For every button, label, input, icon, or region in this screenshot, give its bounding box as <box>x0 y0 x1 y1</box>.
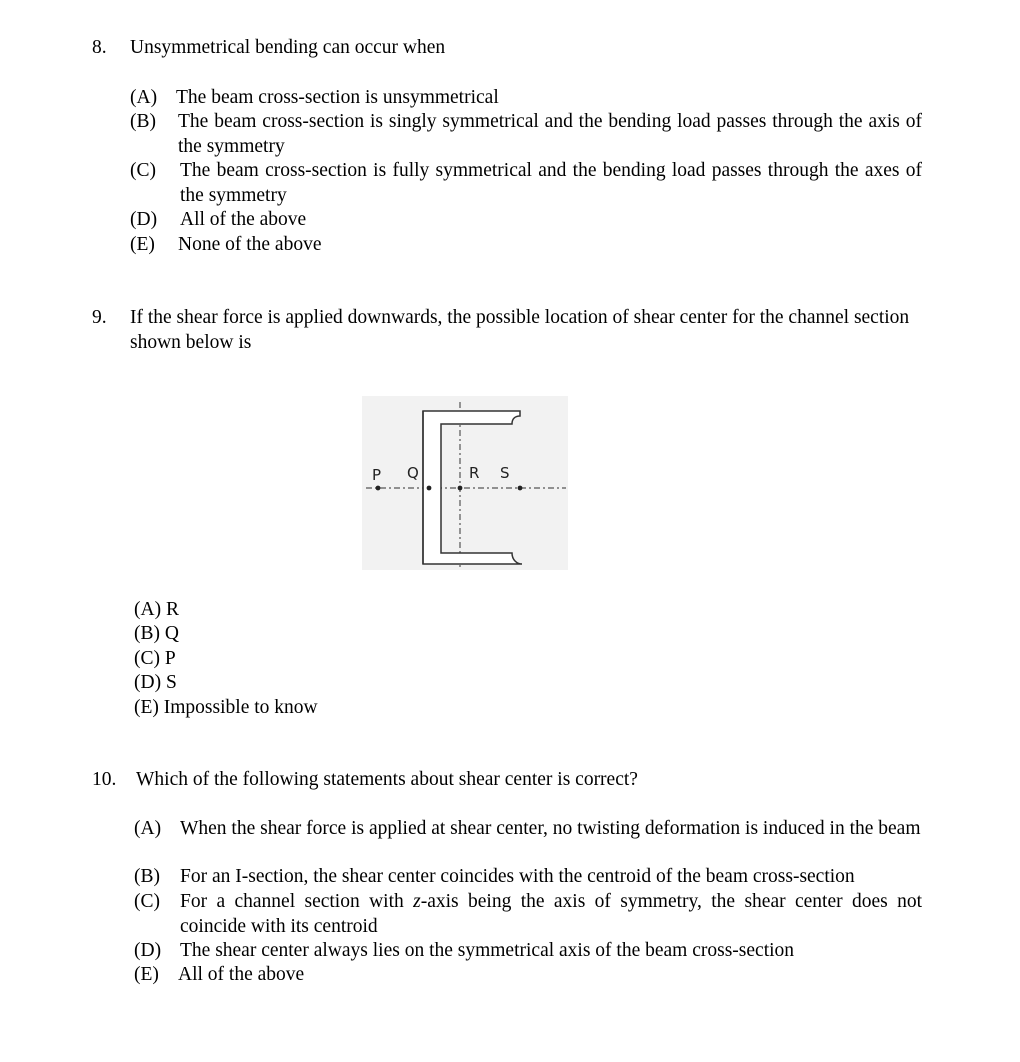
z-axis-symbol: z <box>413 891 421 912</box>
option-text-before: For a channel section with <box>180 891 414 912</box>
option-text <box>180 890 922 939</box>
option-text: When the shear force is applied at shear center, no twisting deformation is induced in the beam <box>180 818 921 839</box>
option-label: (E) <box>130 234 155 255</box>
option-label: (D) <box>134 940 162 961</box>
point-p-label: P <box>372 466 382 484</box>
option-text: For an I-section, the shear center coincides with the centroid of the beam cross-section <box>180 866 855 887</box>
option-label: (B) <box>134 866 160 887</box>
option-text: The shear center always lies on the symmetrical axis of the beam cross-section <box>180 940 795 961</box>
point-r-label: R <box>469 464 480 482</box>
point-p-marker <box>376 486 381 491</box>
option-d: (D) S <box>134 672 177 693</box>
question-number: 10. <box>92 769 117 790</box>
question-text: Which of the following statements about shear center is correct? <box>136 769 638 790</box>
option-label: (B) <box>130 111 156 132</box>
point-r-marker <box>458 486 463 491</box>
option-label: (A) <box>130 87 158 108</box>
option-text: All of the above <box>180 209 307 230</box>
option-a: (A) R <box>134 599 179 620</box>
option-label: (A) <box>134 818 162 839</box>
channel-section-figure <box>362 396 568 570</box>
question-number: 9. <box>92 307 107 328</box>
option-b: (B) Q <box>134 623 179 644</box>
option-label: (D) <box>130 209 158 230</box>
option-text: The beam cross-section is singly symmetrical and the bending load passes through the axis of the symmetry <box>178 111 922 157</box>
option-text: The beam cross-section is unsymmetrical <box>176 87 499 108</box>
point-q-label: Q <box>407 464 419 482</box>
point-s-marker <box>518 486 523 491</box>
point-q-marker <box>427 486 432 491</box>
question-number: 8. <box>92 37 107 58</box>
option-text: All of the above <box>178 964 305 985</box>
option-text: The beam cross-section is fully symmetrical and the bending load passes through the axes of the symmetry <box>180 160 922 206</box>
option-c: (C) P <box>134 648 176 669</box>
option-label: (C) <box>130 160 156 181</box>
option-text-after: -axis being the axis of symmetry, the shear center does not coincide with its centroid <box>180 891 923 937</box>
option-e: (E) Impossible to know <box>134 697 318 718</box>
point-s-label: S <box>500 464 510 482</box>
option-label: (E) <box>134 964 159 985</box>
option-label: (C) <box>134 891 160 912</box>
question-text: Unsymmetrical bending can occur when <box>130 37 446 58</box>
option-text: None of the above <box>178 234 322 255</box>
question-text: If the shear force is applied downwards, the possible location of shear center for the channel section shown below is <box>130 307 910 353</box>
